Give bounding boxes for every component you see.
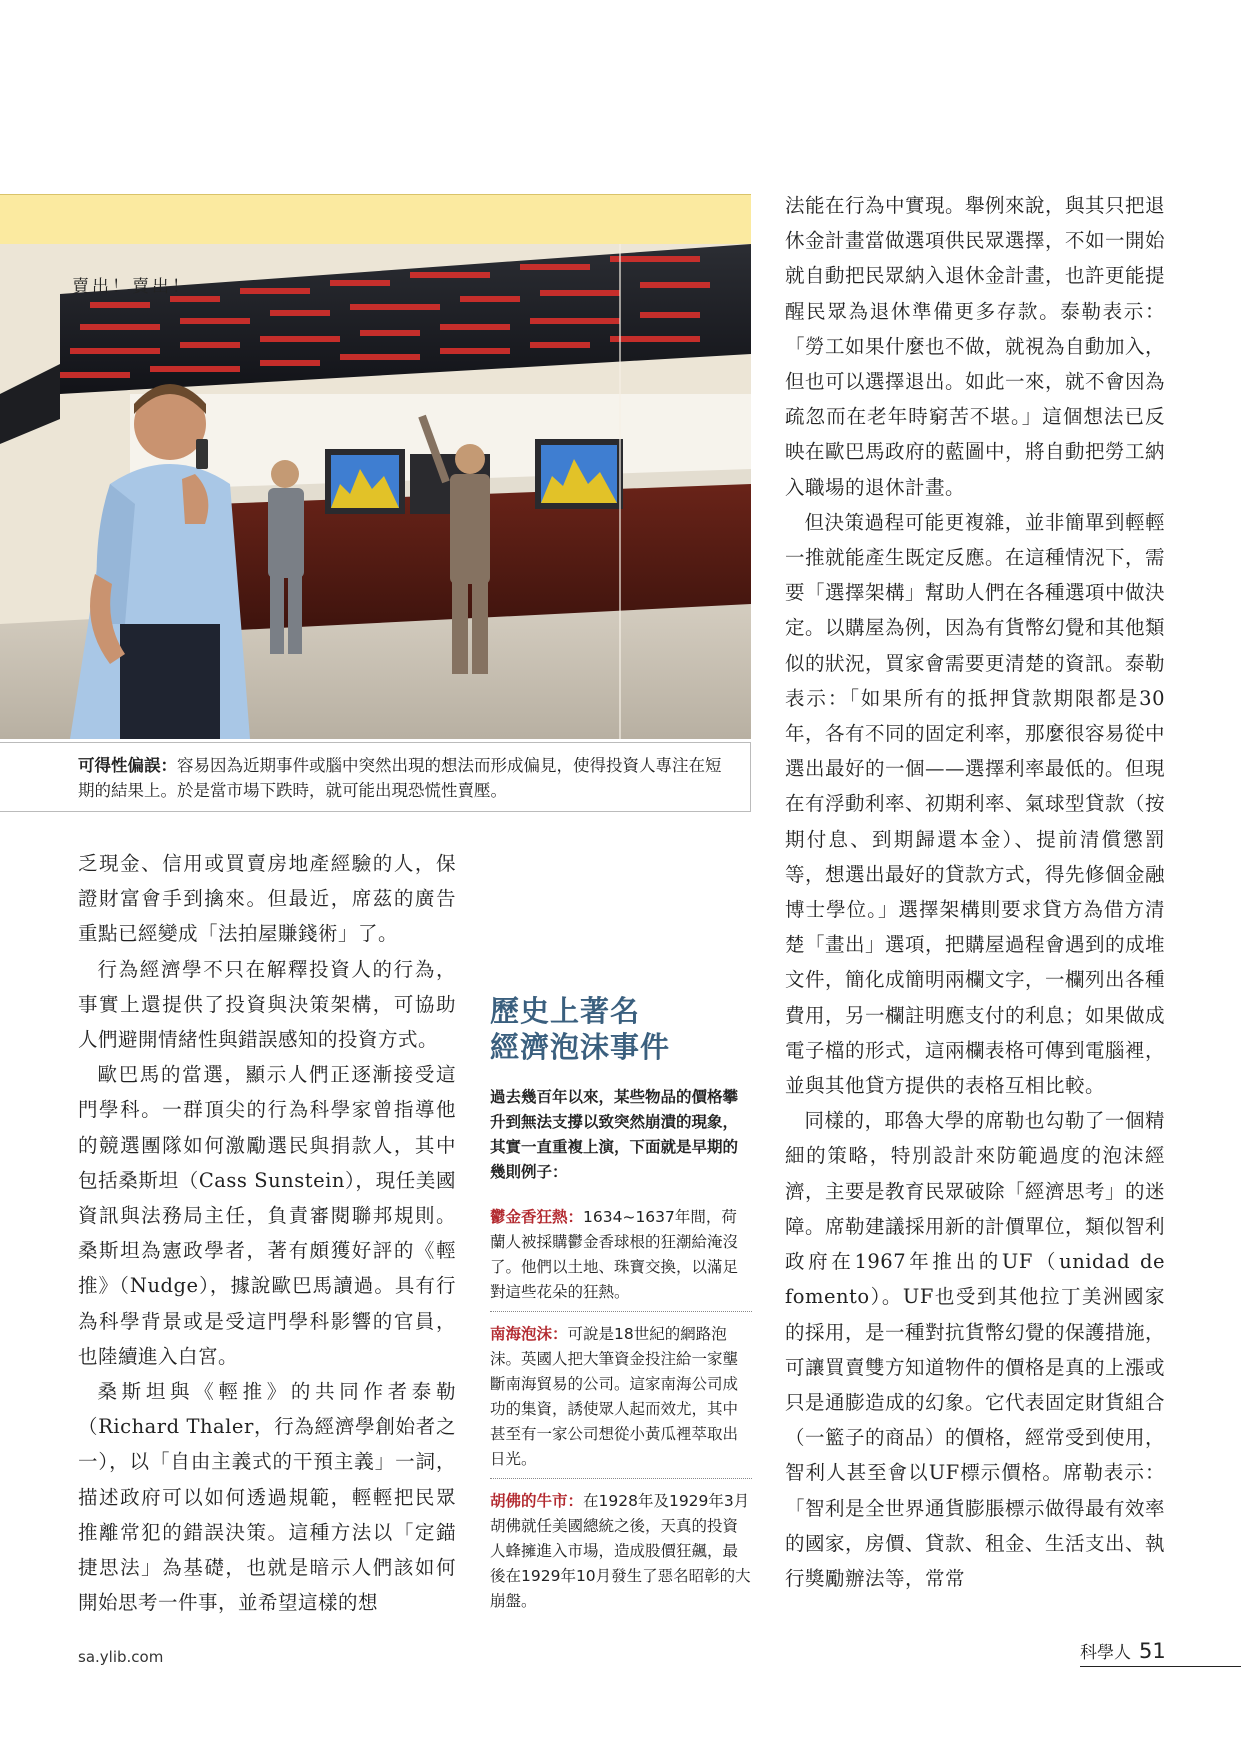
caption-text: 容易因為近期事件或腦中突然出現的想法而形成偏見，使得投資人專注在短期的結果上。於是當市場下跌時，就可能出現恐慌性賣壓。: [78, 756, 722, 800]
stock-chart-monitor: [535, 439, 623, 509]
body-paragraph: 但決策過程可能更複雜，並非簡單到輕輕一推就能產生既定反應。在這種情況下，需要「選擇架構」幫助人們在各種選項中做決定。以購屋為例，因為有貨幣幻覺和其他類似的狀況，買家會需要更清楚的資訊。泰勒表示：「如果所有的抵押貸款期限都是30年，各有不同的固定利率，那麼很容易從中選出最好的一個——選擇利率最低的。但現在有浮動利率、初期利率、氣球型貸款（按期付息、到期歸還本金）、提前清償懲罰等，想選出最好的貸款方式，得先修個金融博士學位。」選擇架構則要求貸方為借方清楚「畫出」選項，把購屋過程會遇到的成堆文件，簡化成簡明兩欄文字，一欄列出各種費用，另一欄註明應支付的利息；如果做成電子檔的形式，這兩欄表格可傳到電腦裡，並與其他貸方提供的表格互相比較。: [785, 510, 1166, 1098]
body-paragraph: 行為經濟學不只在解釋投資人的行為，事實上還提供了投資與決策架構，可協助人們避開情緒性與錯誤感知的投資方式。: [78, 957, 456, 1052]
bubble-history-sidebar: [490, 993, 752, 1630]
sidebar-item-text: 可說是18世紀的網路泡沫。英國人把大筆資金投注給一家壟斷南海貿易的公司。這家南海公司成功的集資，誘使眾人起而效尤，其中甚至有一家公司想從小黃瓜裡萃取出日光。: [490, 1325, 739, 1468]
caption-title: 可得性偏誤：: [78, 756, 177, 775]
footer-site-url: sa.ylib.com: [78, 1648, 164, 1666]
sidebar-title: [490, 993, 752, 1065]
footer-rule: [1080, 1666, 1241, 1667]
illustration-caption: [0, 742, 751, 812]
trading-floor-artwork: [0, 244, 751, 739]
body-paragraph: 乏現金、信用或買賣房地產經驗的人，保證財富會手到擒來。但最近，席茲的廣告重點已經變成「法拍屋賺錢術」了。: [78, 852, 456, 946]
sidebar-item-head: 胡佛的牛市：: [490, 1492, 584, 1510]
body-paragraph: 歐巴馬的當選，顯示人們正逐漸接受這門學科。一群頂尖的行為科學家曾指導他的競選團隊如何激勵選民與捐款人，其中包括桑斯坦（Cass Sunstein），現任美國資訊與法務局主任，負責審閱聯邦規則。桑斯坦為憲政學者，著有頗獲好評的《輕推》（Nudge），據說歐巴馬讀過。具有行為科學背景或是受這門學科影響的官員，也陸續進入白宮。: [78, 1063, 456, 1368]
left-text-column: [78, 846, 456, 1620]
sidebar-title-line: 經濟泡沫事件: [490, 1030, 671, 1064]
trading-floor-illustration: [0, 244, 751, 739]
sidebar-item-head: 南海泡沫：: [490, 1325, 568, 1343]
stock-chart-monitor: [325, 449, 405, 514]
page-number: 51: [1139, 1639, 1166, 1663]
right-text-column: [785, 188, 1165, 1596]
sidebar-item-hoover-bull-market: [490, 1489, 752, 1620]
sidebar-intro: 過去幾百年以來，某些物品的價格攀升到無法支撐以致突然崩潰的現象，其實一直重複上演，下面就是早期的幾則例子：: [490, 1088, 739, 1181]
illustration-speech-label: 賣出！賣出！: [72, 277, 192, 297]
sidebar-item-text: 在1928年及1929年3月胡佛就任美國總統之後，天真的投資人蜂擁進入市場，造成股價狂飆，最後在1929年10月發生了惡名昭彰的大崩盤。: [490, 1492, 751, 1610]
header-color-band: [0, 194, 751, 246]
footer-page-info: [1080, 1638, 1166, 1663]
sidebar-item-head: 鬱金香狂熱：: [490, 1208, 584, 1226]
sidebar-item-tulip-mania: [490, 1205, 752, 1312]
sidebar-title-line: 歷史上著名: [490, 994, 641, 1028]
body-paragraph: 法能在行為中實現。舉例來說，與其只把退休金計畫當做選項供民眾選擇，不如一開始就自動把民眾納入退休金計畫，也許更能提醒民眾為退休準備更多存款。泰勒表示：「勞工如果什麼也不做，就視為自動加入，但也可以選擇退出。如此一來，就不會因為疏忽而在老年時窮苦不堪。」這個想法已反映在歐巴馬政府的藍圖中，將自動把勞工納入職場的退休計畫。: [785, 194, 1166, 499]
magazine-name: 科學人: [1080, 1643, 1131, 1663]
sidebar-item-south-sea-bubble: [490, 1322, 752, 1479]
sidebar-item-text: 1634~1637年間，荷蘭人被採購鬱金香球根的狂潮給淹沒了。他們以土地、珠寶交換，以滿足對這些花朵的狂熱。: [490, 1208, 739, 1301]
body-paragraph: 桑斯坦與《輕推》的共同作者泰勒（Richard Thaler，行為經濟學創始者之一），以「自由主義式的干預主義」一詞，描述政府可以如何透過規範，輕輕把民眾推離常犯的錯誤決策。這種方法以「定錨捷思法」為基礎，也就是暗示人們該如何開始思考一件事，並希望這樣的想: [78, 1380, 456, 1615]
body-paragraph: 同樣的，耶魯大學的席勒也勾勒了一個精細的策略，特別設計來防範過度的泡沫經濟，主要是教育民眾破除「經濟思考」的迷障。席勒建議採用新的計價單位，類似智利政府在1967年推出的UF（unidad de fomento）。UF也受到其他拉丁美洲國家的採用，是一種對抗貨幣幻覺的保護措施，可讓買賣雙方知道物件的價格是真的上漲或只是通膨造成的幻象。它代表固定財貨組合（一籃子的商品）的價格，經常受到使用，智利人甚至會以UF標示價格。席勒表示：「智利是全世界通貨膨脹標示做得最有效率的國家，房價、貸款、租金、生活支出、執行獎勵辦法等，常常: [785, 1109, 1166, 1590]
